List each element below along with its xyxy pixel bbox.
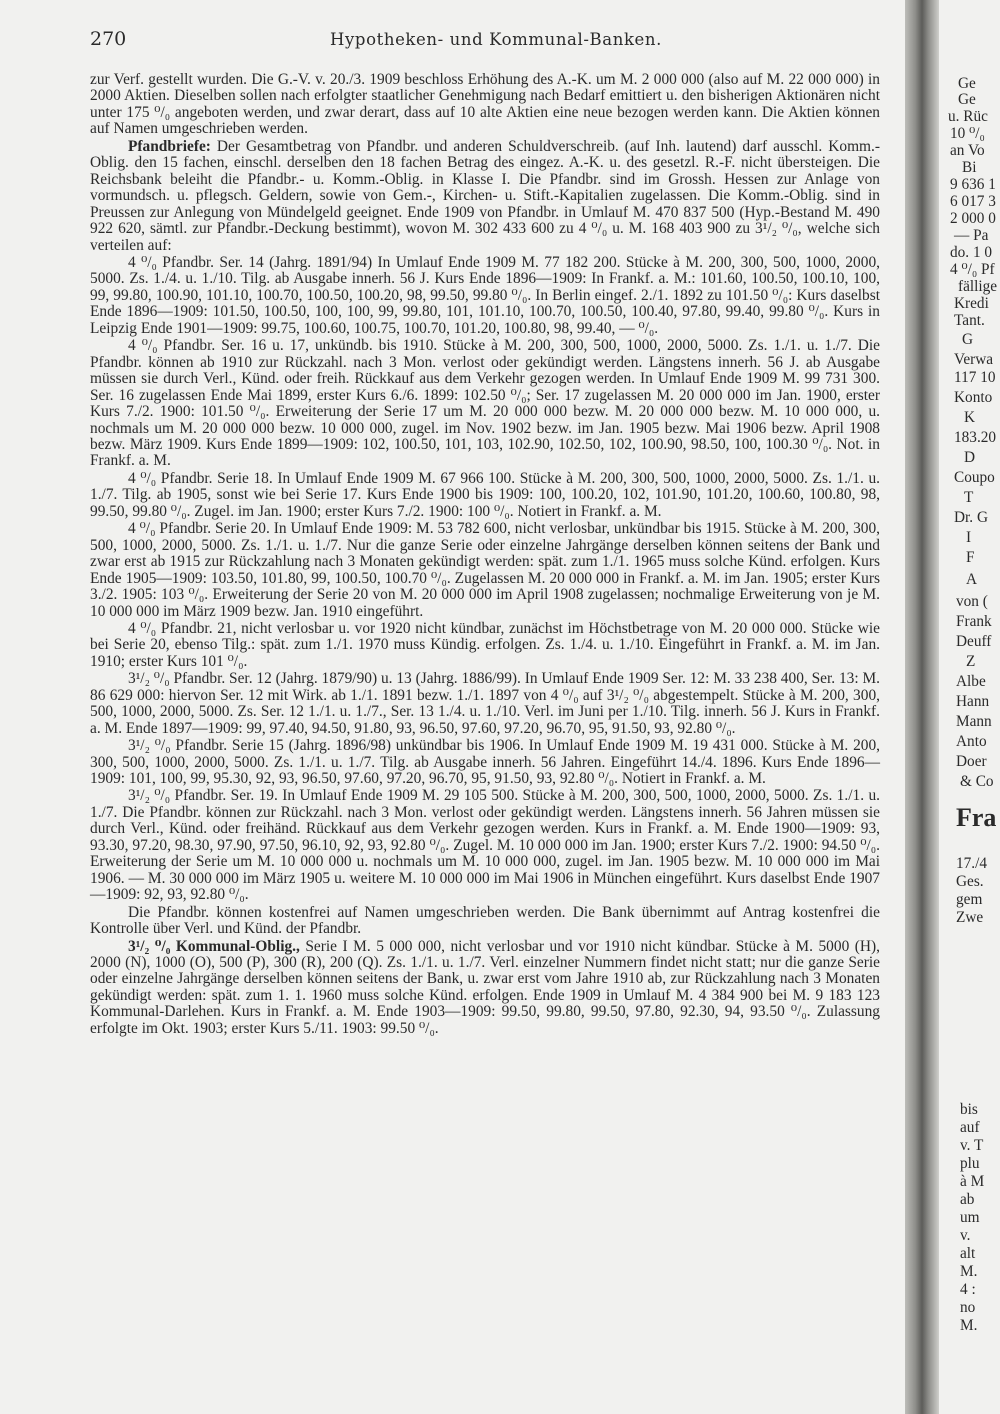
side-fragment: Bi [962, 159, 977, 176]
side-fragment: Ge [958, 91, 976, 108]
side-heading-fragment: Fra [956, 803, 997, 832]
page-number: 270 [90, 28, 127, 50]
paragraph-pfandbriefe-intro [90, 139, 880, 254]
paragraph-series-15: 3¹/₂ ⁰/₀ Pfandbr. Serie 15 (Jahrg. 1896/98) unkündbar bis 1906. In Umlauf Ende 1909 M. 19 431 000. Stücke à M. 200, 300, 500, 1000, 2000, 5000. Zs. 1./1. u. 1./7. Tilg. ab Ausgabe innerh. 56 Jahren. Eingeführt 14./4. 1896. Kurs Ende 1896—1909: 101, 100, 99, 95.30, 92, 93, 96.50, 97.60, 97.20, 96.70, 95, 91.50, 93, 92.80 ⁰/₀. Notiert in Frankf. a. M. [90, 737, 880, 788]
side-fragment: à M [960, 1173, 985, 1190]
section-label-kommunal-oblig: 3¹/₂ ⁰/₀ Kommunal-Oblig., [128, 937, 300, 955]
side-fragment: D [964, 449, 976, 466]
side-fragment: an Vo [950, 142, 985, 159]
side-fragment: bis [960, 1101, 978, 1118]
side-fragment: — Pa [954, 227, 989, 244]
side-fragment: Mann [956, 713, 992, 730]
side-fragment: 183.20 [954, 429, 997, 446]
side-fragment: 17./4 [956, 855, 988, 872]
paragraph-kommunal-oblig [90, 939, 880, 1038]
running-head: Hypotheken- und Kommunal-Banken. [330, 30, 662, 49]
side-fragment: von ( [956, 593, 988, 610]
side-fragment: ab [960, 1191, 975, 1208]
side-fragment: 117 10 [954, 369, 996, 386]
side-fragment: & Co [960, 773, 994, 790]
page-header [90, 18, 880, 50]
side-fragment: F [966, 549, 975, 566]
side-fragment: do. 1 0 [950, 244, 993, 261]
paragraph-series-16-17: 4 ⁰/₀ Pfandbr. Ser. 16 u. 17, unkündb. bis 1910. Stücke à M. 200, 300, 500, 1000, 2000, 5000. Zs. 1./1. u. 1./7. Die Pfandbr. können ab 1910 zur Rückzahl. nach 3 Mon. verlost oder gekündigt werden. Längstens innerh. 56 J. ab Ausgabe müssen sie durch Verl., Künd. oder freih. Rückkauf aus dem Verkehr gezogen werden. In Umlauf Ende 1909 M. 99 731 300. Ser. 16 zugelassen Ende Mai 1899, erster Kurs 6./6. 1899: 102.50 ⁰/₀; Ser. 17 zugelassen M. 20 000 000 im Jan. 1900, erster Kurs 7./2. 1900: 101.50 ⁰/₀. Erweiterung der Serie 17 um M. 20 000 000 bezw. M. 20 000 000 bezw. M. 10 000 000, u. nochmals um M. 20 000 000 bezw. 10 000 000, zugel. im Nov. 1902 bezw. im Jan. 1905 bezw. Mai 1906 bezw. April 1908 bezw. März 1909. Kurs Ende 1899—1909: 102, 100.50, 101, 103, 102.90, 102.50, 102, 100.90, 98.50, 100, 100.30 ⁰/₀. Not. in Frankf. a. M. [90, 337, 880, 470]
side-fragment: 10 ⁰/₀ [950, 125, 985, 142]
paragraph-series-14: 4 ⁰/₀ Pfandbr. Ser. 14 (Jahrg. 1891/94) In Umlauf Ende 1909 M. 77 182 200. Stücke à M. 200, 300, 500, 1000, 2000, 5000. Zs. 1./4. u. 1./10. Tilg. ab Ausgabe innerh. 56 J. Kurs Ende 1896—1909: In Frankf. a. M.: 101.60, 100.50, 100.10, 100, 99, 99.80, 100.90, 101.10, 100.70, 100.50, 100.20, 98, 99.50, 99.80 ⁰/₀. In Berlin eingef. 2./1. 1892 zu 101.50 ⁰/₀: Kurs daselbst Ende 1896—1909: 101.50, 100.50, 100, 100, 99, 99.80, 101, 101.10, 100.70, 100.50, 100.40, 97.80, 99.40, 99.80 ⁰/₀. Kurs in Leipzig Ende 1901—1909: 99.75, 100.60, 100.75, 100.70, 101.20, 100.80, 98, 99.40, — ⁰/₀. [90, 253, 880, 337]
paragraph-series-12-13: 3¹/₂ ⁰/₀ Pfandbr. Ser. 12 (Jahrg. 1879/90) u. 13 (Jahrg. 1886/99). In Umlauf Ende 1909 Ser. 12: M. 33 238 400, Ser. 13: M. 86 629 000: hiervon Ser. 12 mit Wirk. ab 1./1. 1891 bezw. 1./1. 1897 von 4 ⁰/₀ auf 3¹/₂ ⁰/₀ abgestempelt. Stücke à M. 200, 300, 500, 1000, 2000, 5000. Zs. Ser. 12 1./1. u. 1./7., Ser. 13 1./4. u. 1./10. Verl. im Juni per 1./10. Tilg. innerh. 56 J. Kurs in Frankf. a. M. Ende 1897—1909: 99, 97.40, 94.50, 91.80, 93, 96.50, 97.60, 97.20, 96.70, 95, 91.50, 93, 92.80 ⁰/₀. [90, 670, 880, 737]
paragraph-series-18: 4 ⁰/₀ Pfandbr. Serie 18. In Umlauf Ende 1909 M. 67 966 100. Stücke à M. 200, 300, 500, 1000, 2000, 5000. Zs. 1./1. u. 1./7. Tilg. ab 1905, sonst wie bei Serie 17. Kurs Ende 1900 bis 1909: 100, 100.20, 102, 101.90, 101.20, 100.60, 100.80, 98, 99.50, 99.80 ⁰/₀. Zugel. im Jan. 1900; erster Kurs 7./2. 1900: 100 ⁰/₀. Notiert in Frankf. a. M. [90, 469, 880, 520]
kommunal-oblig-text: Serie I M. 5 000 000, nicht verlosbar und vor 1910 nicht kündbar. Stücke à M. 5000 (H), 2000 (N), 1000 (O), 500 (P), 300 (R), 200 (Q). Zs. 1./1. u. 1./7. Verl. einzelner Nummern findet nicht statt; nur die ganze Serie oder einzelne Jahrgänge derselben können seitens der Bank, u. zwar erst vom Jahre 1910 ab, zur Rückzahlung nach 3 Monaten gekündigt werden: spät. zum 1. 1. 1960 muss solche Künd. erfolgen. Ende 1909 in Umlauf M. 4 384 900 bei M. 9 183 123 Kommunal-Darlehen. Kurs in Frankf. a. M. Ende 1903—1909: 99.50, 99.80, 99.50, 97.80, 92.30, 94, 93.50 ⁰/₀. Zulassung erfolgte im Okt. 1903; erster Kurs 5./11. 1903: 99.50 ⁰/₀. [90, 937, 880, 1037]
paragraph-series-19: 3¹/₂ ⁰/₀ Pfandbr. Ser. 19. In Umlauf Ende 1909 M. 29 105 500. Stücke à M. 200, 300, 500, 1000, 2000, 5000. Zs. 1./1. u. 1./7. Die Pfandbr. können zur Rückzahl. nach 3 Mon. verlost oder gekündigt werden. Längstens innerh. 56 Jahren müssen sie durch Verl., Künd. oder freihänd. Rückkauf aus dem Verkehr gezogen werden. Kurs in Frankf. a. M. Ende 1900—1909: 93, 93.30, 97.20, 98.30, 97.90, 97.50, 96.10, 92, 93, 92.80 ⁰/₀. Zugel. M. 10 000 000 im Jan. 1900; erster Kurs 7./2. 1900: 94.50 ⁰/₀. Erweiterung der Serie um M. 10 000 000 u. nochmals um M. 10 000 000, zugel. im Jan. 1905 bezw. M. 10 000 000 im Mai 1906. — M. 30 000 000 im März 1905 u. weitere M. 10 000 000 im Mai 1906 in München eingeführt. Kurs daselbst Ende 1907—1909: 92, 93, 92.80 ⁰/₀. [90, 787, 880, 904]
side-fragment: M. [960, 1263, 978, 1280]
side-fragment: 6 017 3 [950, 193, 996, 210]
side-fragment: alt [960, 1245, 976, 1262]
side-fragment: 9 636 1 [950, 176, 996, 193]
side-fragment: Albe [956, 673, 986, 690]
side-fragment: Ge [958, 75, 976, 92]
side-fragment: K [964, 409, 976, 426]
side-fragment: G [962, 331, 974, 348]
paragraph-name-conversion: Die Pfandbr. können kostenfrei auf Namen umgeschrieben werden. Die Bank übernimmt auf Antrag kostenfrei die Kontrolle über Verl. und Künd. der Pfandbr. [90, 903, 880, 938]
side-fragment: Frank [956, 613, 992, 630]
side-fragment: auf [960, 1119, 980, 1136]
paragraph-series-21: 4 ⁰/₀ Pfandbr. 21, nicht verlosbar u. vor 1920 nicht kündbar, zunächst im Höchstbetrage von M. 20 000 000. Stücke wie bei Serie 20, ebenso Tilg.: spät. zum 1./1. 1970 muss Kündig. erfolgen. Zs. 1./4. u. 1./10. Eingeführt in Frankf. a. M. im Jan. 1910; erster Kurs 101 ⁰/₀. [90, 619, 880, 670]
paragraph-series-20: 4 ⁰/₀ Pfandbr. Serie 20. In Umlauf Ende 1909: M. 53 782 600, nicht verlosbar, unkündbar bis 1915. Stücke à M. 200, 300, 500, 1000, 2000, 5000. Zs. 1./1. u. 1./7. Nur die ganze Serie oder einzelne Jahrgänge derselben können seitens der Bank und zwar erst ab 1915 zur Rückzahlung nach 3 Monaten gekündigt werden: spät. zum 1./1. 1965 muss solche Künd. erfolgen. Kurs Ende 1905—1909: 103.50, 101.80, 99, 100.50, 100.70 ⁰/₀. Zugelassen M. 20 000 000 in Frankf. a. M. im Jan. 1905; erster Kurs 3./2. 1905: 103 ⁰/₀. Erweiterung der Serie 20 von M. 20 000 000 im April 1908 zugelassen; nochmalige Erweiterung von je M. 10 000 000 im März 1909 bezw. Jan. 1910 eingeführt. [90, 520, 880, 620]
side-fragment: M. [960, 1317, 978, 1334]
book-gutter [905, 0, 939, 1414]
side-fragment: Z [966, 653, 976, 670]
side-fragment: Verwa [954, 351, 994, 368]
side-fragment: v. T [960, 1137, 984, 1154]
side-fragment: gem [956, 891, 983, 908]
side-fragment: Konto [954, 389, 993, 406]
side-fragment: T [964, 489, 974, 506]
side-fragment: 4 ⁰/₀ Pf [950, 261, 995, 278]
side-fragment: Doer [956, 753, 987, 770]
side-fragment: 4 : [960, 1281, 976, 1298]
section-label-pfandbriefe: Pfandbriefe: [128, 137, 211, 155]
side-fragment: I [966, 529, 972, 546]
side-fragment: 2 000 0 [950, 210, 996, 227]
side-fragment: Hann [956, 693, 990, 710]
side-fragment: Kredi [954, 295, 989, 312]
side-fragment: u. Rüc [948, 108, 988, 125]
side-fragment: A [966, 571, 978, 588]
main-text-column [90, 72, 880, 1038]
paragraph-capital-increase: zur Verf. gestellt wurden. Die G.-V. v. 20./3. 1909 beschloss Erhöhung des A.-K. um M. 2 000 000 (also auf M. 22 000 000) in 2000 Aktien. Dieselben sollen nach erfolgter staatlicher Genehmigung nach Bedarf emittiert u. den bisherigen Aktionären nicht unter 175 ⁰/₀ angeboten werden, und zwar derart, dass auf 10 alte Aktien eine neue bezogen werden kann. Die Aktien können auf Namen umgeschrieben werden. [90, 71, 880, 138]
side-fragment: Anto [956, 733, 987, 750]
side-fragment: no [960, 1299, 976, 1316]
side-fragment: Tant. [954, 312, 985, 329]
pfandbriefe-intro-text: Der Gesamtbetrag von Pfandbr. und anderen Schuldverschreib. (auf Inh. lautend) darf ausschl. Komm.-Oblig. den 15 fachen, einschl. derselben den 18 fachen Betrag des eingez. A.-K. u. des gesetzl. R.-F. nicht übersteigen. Die Reichsbank beleiht die Pfandbr.- u. Komm.-Oblig. in Klasse I. Die Pfandbr. sind im Grossh. Hessen zur Anlage von vormundsch. u. pflegsch. Geldern, sowie von Gem.-, Kirchen- u. Stift.-Kapitalien zugelassen. Die Komm.-Oblig. sind in Preussen zur Anlegung von Mündelgeld geeignet. Ende 1909 von Pfandbr. in Umlauf M. 470 837 500 (Hyp.-Bestand M. 490 922 620, sämtl. zur Pfandbr.-Deckung bestimmt), wovon M. 302 433 600 zu 4 ⁰/₀ u. M. 168 403 900 zu 3¹/₂ ⁰/₀, welche sich verteilen auf: [90, 137, 880, 254]
side-fragment: um [960, 1209, 980, 1226]
side-fragment: Zwe [956, 909, 984, 926]
side-fragment: fällige [958, 278, 998, 295]
side-fragment: v. [960, 1227, 971, 1244]
side-fragment: plu [960, 1155, 980, 1172]
side-fragment: Dr. G [954, 509, 988, 526]
side-fragment: Ges. [956, 873, 984, 890]
side-fragment: Deuff [956, 633, 992, 650]
side-fragment: Coupo [954, 469, 995, 486]
